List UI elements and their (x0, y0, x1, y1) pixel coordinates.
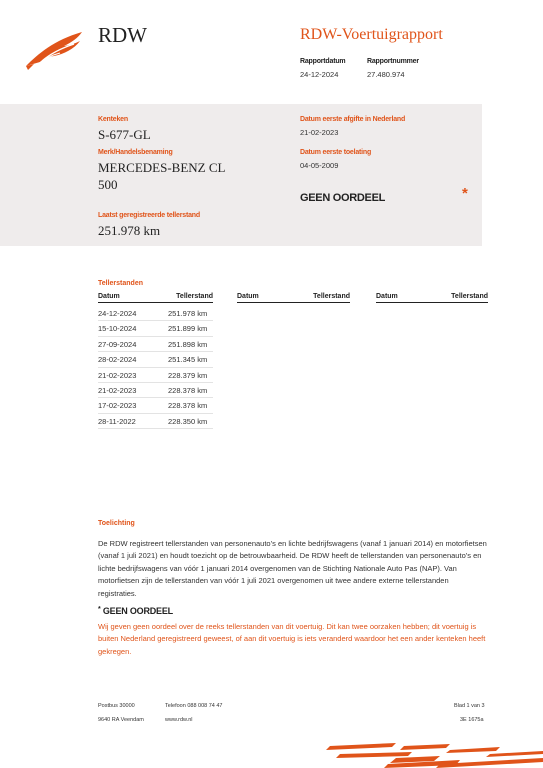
odometer-table-title: Tellerstanden (98, 280, 143, 287)
brand-name: RDW (98, 23, 147, 47)
row-date: 15-10-2024 (98, 324, 137, 334)
row-date: 21-02-2023 (98, 385, 137, 395)
explanation-body: De RDW registreert tellerstanden van personenauto’s en lichte bedrijfswagens (vanaf 1 januari 2014) en motorfietsen (vanaf 1 juli 2021) en houdt toezicht op de betrouwbaarheid. De RDW heeft de tellerstanden van personenauto’s en lichte bedrijfswagens van vóór 1 januari 2014 overgenomen van de Stichting Nationale Auto Pas (NAP). Van motorfietsen zijn de tellerstanden van vóór 1 juli 2021 overgenomen uit twee andere externe tellerstanden registraties. (98, 539, 487, 598)
verdict-asterisk: * (462, 185, 468, 202)
report-number: 27.480.974 (367, 70, 405, 79)
table-row (98, 368, 213, 383)
verdict-explanation-heading: GEEN OORDEEL (102, 606, 173, 616)
table-row (98, 306, 213, 321)
row-reading: 228.378 km (168, 401, 208, 411)
first-nl-label: Datum eerste afgifte in Nederland (300, 116, 406, 123)
col-date-header: Datum (376, 293, 398, 300)
odometer-field (98, 212, 200, 239)
odometer-label: Laatst geregistreerde tellerstand (98, 212, 200, 219)
vehicle-summary-panel (0, 104, 482, 246)
row-reading: 251.898 km (168, 339, 208, 349)
row-reading: 251.345 km (168, 355, 208, 365)
make-label: Merk/Handelsbenaming (98, 149, 173, 156)
footer-web[interactable]: www.rdw.nl (165, 717, 193, 723)
row-date: 28-02-2024 (98, 355, 137, 365)
col-reading-header: Tellerstand (176, 293, 213, 300)
col-reading-header: Tellerstand (313, 293, 350, 300)
verdict-explanation-body: Wij geven geen oordeel over de reeks tellerstanden van dit voertuig. Dit kan twee oorzaken hebben; dit voertuig is buiten Nederland geregistreerd geweest, of aan dit voertuig is iets veranderd waardoor het een ander kenteken heeft gekregen. (98, 622, 486, 656)
verdict-explanation-title (98, 606, 173, 616)
row-date: 17-02-2023 (98, 401, 137, 411)
first-nl-field (300, 116, 405, 137)
table-row (98, 337, 213, 352)
footer-phone: Telefoon 088 008 74 47 (165, 703, 223, 709)
row-reading: 251.899 km (168, 324, 208, 334)
first-admission-label: Datum eerste toelating (300, 149, 372, 156)
report-date-label: Rapportdatum (300, 58, 346, 65)
table-row (98, 352, 213, 367)
plate-value: S-677-GL (98, 127, 151, 142)
make-line1: MERCEDES-BENZ CL (98, 160, 226, 175)
table-row (98, 383, 213, 398)
make-line2: 500 (98, 177, 118, 192)
first-nl-value: 21-02-2023 (300, 128, 339, 137)
row-reading: 251.978 km (168, 309, 208, 318)
row-date: 21-02-2023 (98, 370, 137, 380)
report-date: 24-12-2024 (300, 70, 339, 79)
make-field (98, 149, 225, 193)
row-reading: 228.378 km (168, 385, 208, 395)
footer-code: 3E 1675a (460, 717, 484, 723)
odometer-value: 251.978 km (98, 223, 161, 238)
decorative-stripes-icon (300, 738, 543, 768)
odometer-table-rows (98, 306, 213, 429)
first-admission-field (300, 149, 371, 170)
footer-page: Blad 1 van 3 (454, 703, 485, 709)
first-admission-value: 04-05-2009 (300, 161, 339, 170)
col-date-header: Datum (237, 293, 259, 300)
row-date: 28-11-2022 (98, 416, 136, 426)
footer-address2: 9640 RA Veendam (98, 717, 144, 723)
row-date: 24-12-2024 (98, 309, 137, 318)
rdw-logo-icon (24, 28, 88, 70)
report-number-block (367, 58, 419, 79)
verdict-star: * (98, 606, 101, 613)
table-row (98, 321, 213, 336)
row-reading: 228.379 km (168, 370, 208, 380)
table-header-col3 (376, 293, 488, 303)
col-date-header: Datum (98, 293, 120, 300)
table-row (98, 398, 213, 413)
table-header-col2 (237, 293, 350, 303)
report-number-label: Rapportnummer (367, 58, 419, 65)
footer-address1: Postbus 30000 (98, 703, 135, 709)
plate-label: Kenteken (98, 116, 128, 123)
col-reading-header: Tellerstand (451, 293, 488, 300)
row-reading: 228.350 km (168, 416, 208, 426)
plate-field (98, 116, 151, 143)
row-date: 27-09-2024 (98, 339, 137, 349)
table-header-col1 (98, 293, 213, 303)
explanation-title: Toelichting (98, 520, 135, 527)
report-title: RDW-Voertuigrapport (300, 26, 443, 43)
table-row (98, 414, 213, 429)
report-date-block (300, 58, 345, 79)
verdict-text: GEEN OORDEEL (300, 192, 386, 204)
